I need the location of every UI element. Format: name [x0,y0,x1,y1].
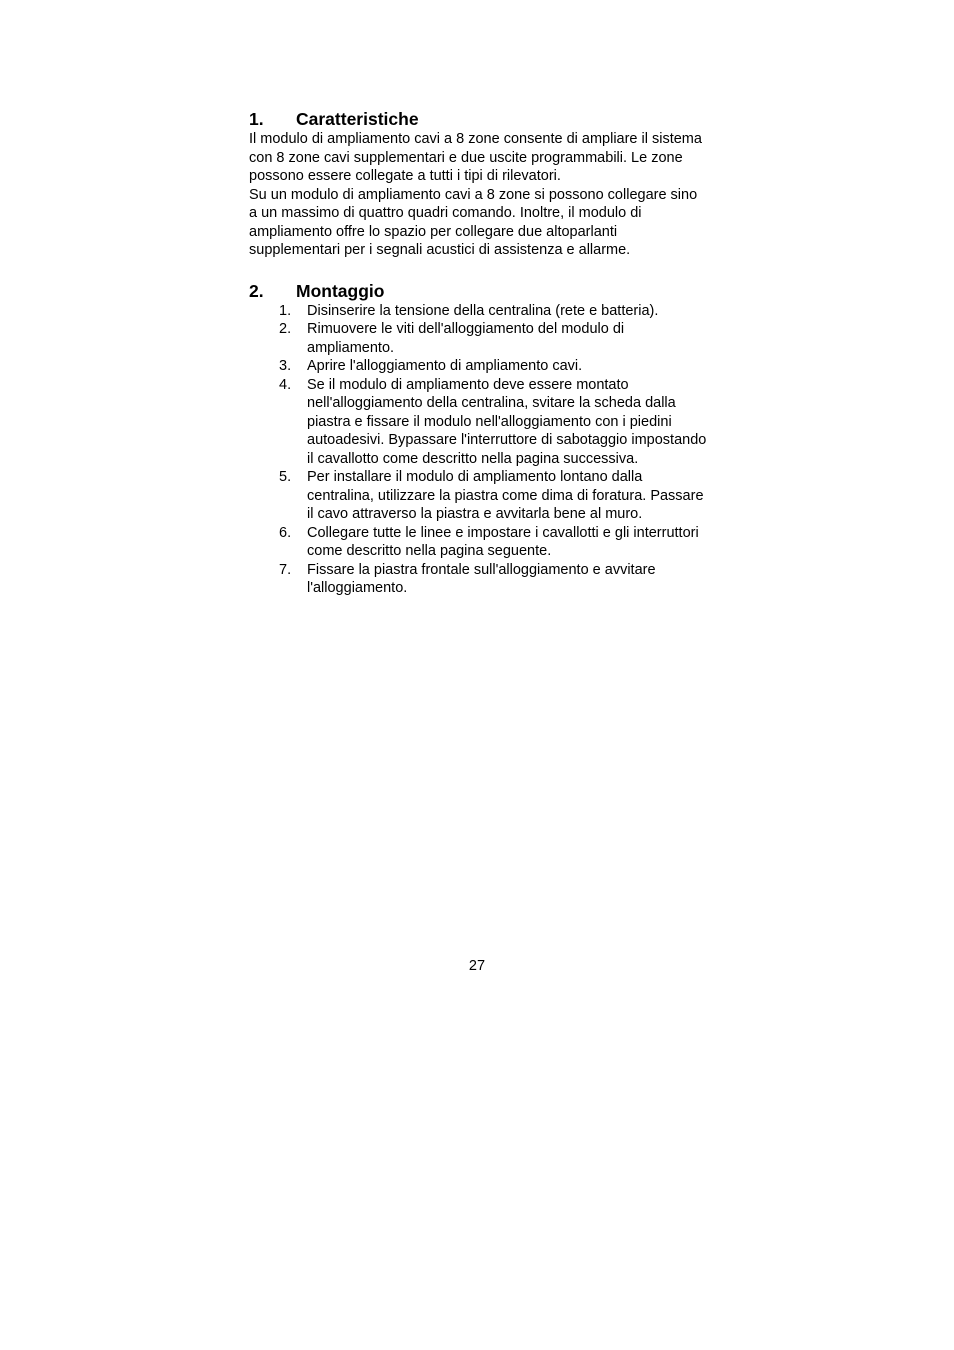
list-item [249,561,709,598]
step-text: Disinserire la tensione della centralina (rete e batteria). [307,302,659,319]
steps-list [249,302,709,598]
list-item [249,320,709,357]
step-number: 3. [279,358,292,374]
list-item [249,302,709,321]
step-text: Fissare la piastra frontale sull'alloggiamento e avvitare l'alloggiamento. [307,561,656,596]
list-item [249,357,709,376]
section-title: Montaggio [296,280,385,301]
paragraph: Su un modulo di ampliamento cavi a 8 zone si possono collegare sino a un massimo di quattro quadri comando. Inoltre, il modulo di ampliamento offre lo spazio per collegare due altoparlanti supplementari per i segnali acustici di assistenza e allarme. [249,186,698,258]
section-heading [249,108,709,130]
paragraph: Il modulo di ampliamento cavi a 8 zone consente di ampliare il sistema con 8 zone cavi supplementari e due uscite programmabili. Le zone possono essere collegate a tutti i tipi di rilevatori. [249,131,702,184]
step-number: 6. [279,524,292,541]
list-item [249,468,709,524]
step-text: Per installare il modulo di ampliamento lontano dalla centralina, utilizzare la piastra come dima di foratura. Passare il cavo attraverso la piastra e avvitarla bene al muro. [307,469,704,522]
step-text: Se il modulo di ampliamento deve essere montato nell'alloggiamento della centralina, svitare la scheda dalla piastra e fissare il modulo nell'alloggiamento con i piedini autoadesivi. Bypassare l'interruttore di sabotaggio impostando il cavallotto come descritto nella pagina successiva. [307,376,707,467]
document-body [249,108,709,598]
section-title: Caratteristiche [296,109,419,129]
section-heading [249,280,709,302]
section-number: 1. [249,109,264,129]
step-number: 5. [279,469,292,485]
step-number: 7. [279,561,292,578]
step-text: Collegare tutte le linee e impostare i cavallotti e gli interruttori come descritto nella pagina seguente. [307,524,699,559]
list-item [249,524,709,561]
step-text: Aprire l'alloggiamento di ampliamento cavi. [307,358,583,374]
section-montaggio [249,280,709,598]
step-number: 4. [279,376,292,393]
page-number: 27 [468,958,486,974]
step-number: 1. [279,302,292,319]
step-number: 2. [279,321,292,337]
section-number: 2. [249,280,264,301]
section-caratteristiche [249,108,709,260]
step-text: Rimuovere le viti dell'alloggiamento del modulo di ampliamento. [307,321,625,356]
list-item [249,376,709,469]
